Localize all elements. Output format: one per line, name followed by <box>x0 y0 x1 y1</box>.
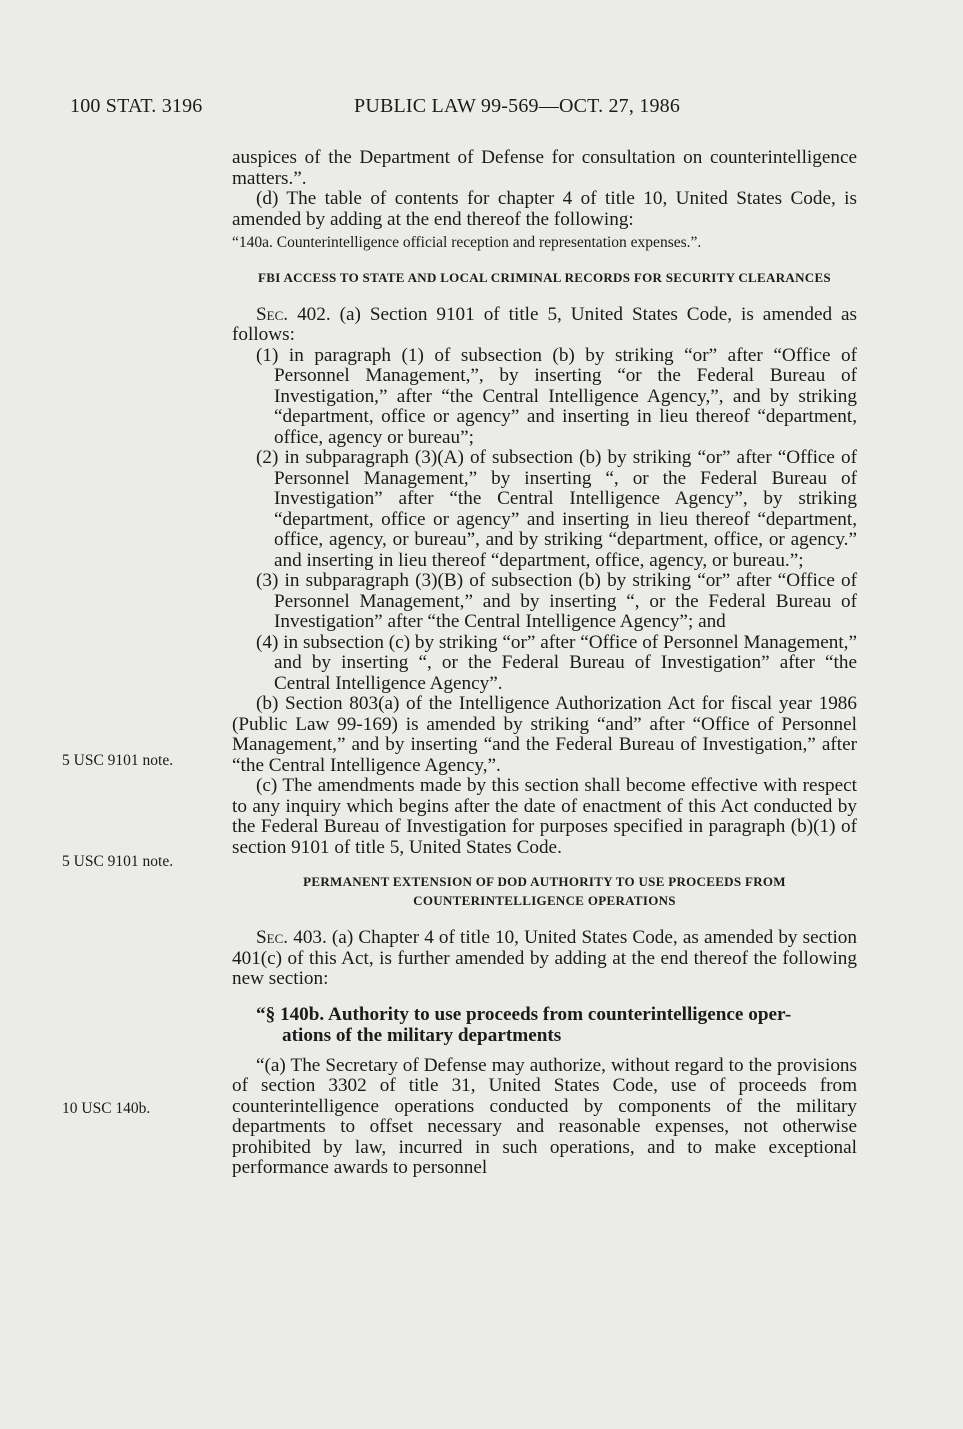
margin-note-usc-9101-b: 5 USC 9101 note. <box>62 752 174 769</box>
margin-note-usc-140b: 10 USC 140b. <box>62 1100 151 1117</box>
sec-label: Sec. <box>256 927 289 948</box>
section-title-line-1: “§ 140b. Authority to use proceeds from counterintelligence oper- <box>256 1003 792 1025</box>
sec-402-text: 402. (a) Section 9101 of title 5, United States Code, is amended as follows: <box>232 303 858 345</box>
list-item-4: (4) in subsection (c) by striking “or” after “Office of Personnel Management,” and by inserting “, or the Federal Bureau of Investigation” after “the Central Intelligence Agency”. <box>256 631 857 694</box>
list-item-2: (2) in subparagraph (3)(A) of subsection (b) by striking “or” after “Office of Personnel Management,” by inserting “, or the Federal Bureau of Investigation” after “the Central Intelligence Agency”, by striking “department, office or agency” and inserting in lieu thereof “department, office, agency, or bureau”, and by striking “department, office, or agency.” and inserting in lieu thereof “department, office, agency, or bureau.”; <box>256 447 857 571</box>
margin-note-usc-9101-c: 5 USC 9101 note. <box>62 853 174 870</box>
sec-label: Sec. <box>256 303 289 325</box>
paragraph-b: (b) Section 803(a) of the Intelligence Authorization Act for fiscal year 1986 (Public Law 99-169) is amended by striking “and” after “Office of Personnel Management,” and by inserting “and the Federal Bureau of Investigation,” after “the Central Intelligence Agency,”. <box>232 693 857 776</box>
section-402-intro <box>232 305 857 346</box>
paragraph-140b-a: “(a) The Secretary of Defense may authorize, without regard to the provisions of section 3302 of title 31, United States Code, use of proceeds from counterintelligence operations conducted by components of the military departments to offset necessary and reasonable expenses, not otherwise prohibited by law, incurred in such operations, and to make exceptional performance awards to personnel <box>232 1054 857 1178</box>
section-140b-title <box>256 1004 857 1046</box>
continuation-paragraph: auspices of the Department of Defense for consultation on counterintelligence matters.”. <box>232 147 857 189</box>
sec-403-text: 403. (a) Chapter 4 of title 10, United States Code, as amended by section 401(c) of this Act, is further amended by adding at the end thereof the following new section: <box>232 927 857 989</box>
section-heading-402: FBI ACCESS TO STATE AND LOCAL CRIMINAL RECORDS FOR SECURITY CLEARANCES <box>258 269 831 285</box>
list-item-1: (1) in paragraph (1) of subsection (b) by striking “or” after “Office of Personnel Management,”, by inserting “or the Federal Bureau of Investigation,” after “the Central Intelligence Agency,”, and by striking “department, office or agency” and inserting in lieu thereof “department, office, agency or bureau”; <box>256 344 857 448</box>
section-heading-403: PERMANENT EXTENSION OF DOD AUTHORITY TO USE PROCEEDS FROM COUNTERINTELLIGENCE OPERATIONS <box>303 874 786 908</box>
toc-entry: “140a. Counterintelligence official reception and representation expenses.”. <box>232 234 702 251</box>
stat-page-number: 100 STAT. 3196 <box>70 95 203 117</box>
list-item-3: (3) in subparagraph (3)(B) of subsection (b) by striking “or” after “Office of Personnel Management,” and by inserting “, or the Federal Bureau of Investigation” after “the Central Intelligence Agency”; and <box>256 570 857 632</box>
paragraph-d: (d) The table of contents for chapter 4 of title 10, United States Code, is amended by adding at the end thereof the following: <box>232 188 857 230</box>
paragraph-c: (c) The amendments made by this section shall become effective with respect to any inquiry which begins after the date of enactment of this Act conducted by the Federal Bureau of Investigation for purposes specified in paragraph (b)(1) of section 9101 of title 5, United States Code. <box>232 775 857 858</box>
public-law-date: PUBLIC LAW 99-569—OCT. 27, 1986 <box>354 95 681 117</box>
body-text <box>232 148 857 1179</box>
section-403-intro <box>232 928 857 990</box>
section-title-line-2: ations of the military departments <box>282 1024 562 1046</box>
